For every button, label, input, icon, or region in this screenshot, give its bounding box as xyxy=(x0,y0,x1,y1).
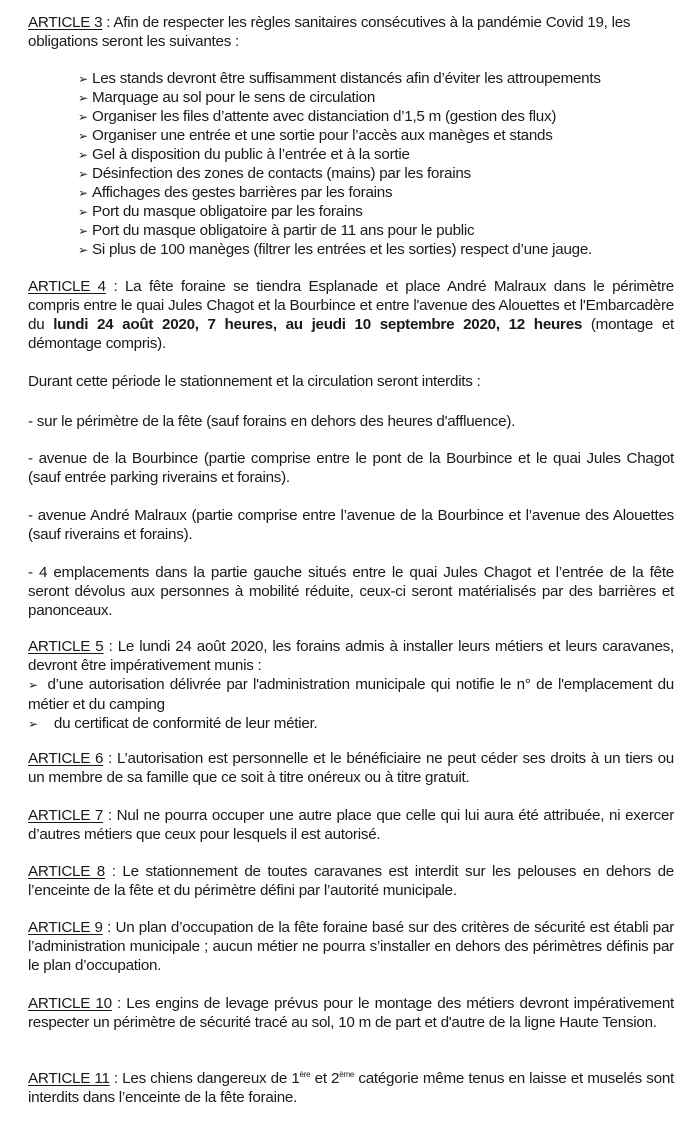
article-9-label: ARTICLE 9 xyxy=(28,919,103,936)
arrowhead-bullet-icon: ➢ xyxy=(78,110,88,124)
list-item: ➢ Marquage au sol pour le sens de circulation xyxy=(78,89,376,106)
article-4-intro: Durant cette période le stationnement et la circulation seront interdits : xyxy=(28,373,481,390)
article-4-item: - avenue André Malraux (partie comprise entre l’avenue de la Bourbince et l’avenue des Alouettes (sauf riverains et forains). xyxy=(28,507,674,543)
arrowhead-bullet-icon: ➢ xyxy=(78,243,88,257)
arrowhead-bullet-icon: ➢ xyxy=(78,72,88,86)
article-4-label: ARTICLE 4 xyxy=(28,278,106,295)
article-10-paragraph: ARTICLE 10 : Les engins de levage prévus pour le montage des métiers devront impérativement respecter un périmètre de sécurité tracé au sol, 10 m de part et d'autre de la ligne Haute Tension. xyxy=(28,995,674,1031)
article-7-paragraph: ARTICLE 7 : Nul ne pourra occuper une autre place que celle qui lui aura été attribuée, ni exercer d’autres métiers que ceux pour lesquels il est autorisé. xyxy=(28,807,674,843)
article-11-label: ARTICLE 11 xyxy=(28,1070,110,1087)
arrowhead-bullet-icon: ➢ xyxy=(78,129,88,143)
arrowhead-bullet-icon: ➢ xyxy=(78,148,88,162)
arrowhead-bullet-icon: ➢ xyxy=(28,678,38,692)
article-7-label: ARTICLE 7 xyxy=(28,807,104,824)
article-4-paragraph: ARTICLE 4 : La fête foraine se tiendra Esplanade et place André Malraux dans le périmètre compris entre le quai Jules Chagot et la Bourbince et entre l'avenue des Alouettes et l'Embarcadère du lundi 24 août 2020, 7 heures, au jeudi 10 septembre 2020, 12 heures (montage et démontage compris). xyxy=(28,278,675,352)
article-4-item: - avenue de la Bourbince (partie comprise entre le pont de la Bourbince et le quai Jules Chagot (sauf entrée parking riverains et forains). xyxy=(28,450,674,486)
article-3-paragraph xyxy=(28,13,674,51)
article-3-text: : Afin de respecter les règles sanitaires consécutives à la pandémie Covid 19, les obligations seront les suivantes : xyxy=(28,14,631,50)
arrowhead-bullet-icon: ➢ xyxy=(28,717,38,731)
list-item: ➢ Organiser les files d’attente avec distanciation d’1,5 m (gestion des flux) xyxy=(78,108,557,125)
arrowhead-bullet-icon: ➢ xyxy=(78,186,88,200)
list-item: ➢ Les stands devront être suffisamment distancés afin d’éviter les attroupements xyxy=(78,70,601,87)
list-item: ➢ Si plus de 100 manèges (filtrer les entrées et les sorties) respect d’une jauge. xyxy=(78,241,593,258)
arrowhead-bullet-icon: ➢ xyxy=(78,167,88,181)
arrowhead-bullet-icon: ➢ xyxy=(78,224,88,238)
article-6-label: ARTICLE 6 xyxy=(28,750,104,767)
list-item: ➢ d’une autorisation délivrée par l'administration municipale qui notifie le n° de l'emplacement du métier et du camping xyxy=(28,676,674,713)
article-3-bullet-list xyxy=(78,69,678,259)
article-4-item: - sur le périmètre de la fête (sauf forains en dehors des heures d'affluence). xyxy=(28,413,516,430)
list-item: ➢ Port du masque obligatoire à partir de 11 ans pour le public xyxy=(78,222,475,239)
list-item: ➢ Organiser une entrée et une sortie pour l’accès aux manèges et stands xyxy=(78,127,553,144)
list-item: ➢ du certificat de conformité de leur métier. xyxy=(28,715,318,732)
article-5-paragraph: ARTICLE 5 : Le lundi 24 août 2020, les forains admis à installer leurs métiers et leurs caravanes, devront être impérativement munis : ➢ d’une autorisation délivrée par l'administration municipale qui notifie le n° de l'emplacement du métier et du camping ➢ du certificat de conformité de leur métier. xyxy=(28,638,674,732)
article-6-paragraph: ARTICLE 6 : L’autorisation est personnelle et le bénéficiaire ne peut céder ses droits à un tiers ou un membre de sa famille que ce soit à titre onéreux ou à titre gratuit. xyxy=(28,750,674,786)
article-4-dates: lundi 24 août 2020, 7 heures, au jeudi 10 septembre 2020, 12 heures xyxy=(53,316,583,333)
article-4-item: - 4 emplacements dans la partie gauche situés entre le quai Jules Chagot et l’entrée de la fête seront dévolus aux personnes à mobilité réduite, ceux-ci seront matérialisés par des barrières et panonceaux. xyxy=(28,564,674,619)
article-3-label: ARTICLE 3 xyxy=(28,14,103,31)
list-item: ➢ Désinfection des zones de contacts (mains) par les forains xyxy=(78,165,471,182)
article-8-paragraph: ARTICLE 8 : Le stationnement de toutes caravanes est interdit sur les pelouses en dehors de l’enceinte de la fête et du périmètre défini par l’autorité municipale. xyxy=(28,863,674,899)
article-5-label: ARTICLE 5 xyxy=(28,638,104,655)
article-11-paragraph: ARTICLE 11 : Les chiens dangereux de 1ère et 2ème catégorie même tenus en laisse et muselés sont interdits dans l’enceinte de la fête foraine. xyxy=(28,1070,674,1106)
article-10-label: ARTICLE 10 xyxy=(28,995,112,1012)
article-8-label: ARTICLE 8 xyxy=(28,863,106,880)
arrowhead-bullet-icon: ➢ xyxy=(78,91,88,105)
arrowhead-bullet-icon: ➢ xyxy=(78,205,88,219)
list-item: ➢ Affichages des gestes barrières par les forains xyxy=(78,184,393,201)
list-item: ➢ Gel à disposition du public à l’entrée et à la sortie xyxy=(78,146,410,163)
article-9-paragraph: ARTICLE 9 : Un plan d’occupation de la fête foraine basé sur des critères de sécurité est établi par l’administration municipale ; aucun métier ne pourra s’installer en dehors des périmètres définis par le plan d’occupation. xyxy=(28,919,675,974)
list-item: ➢ Port du masque obligatoire par les forains xyxy=(78,203,363,220)
